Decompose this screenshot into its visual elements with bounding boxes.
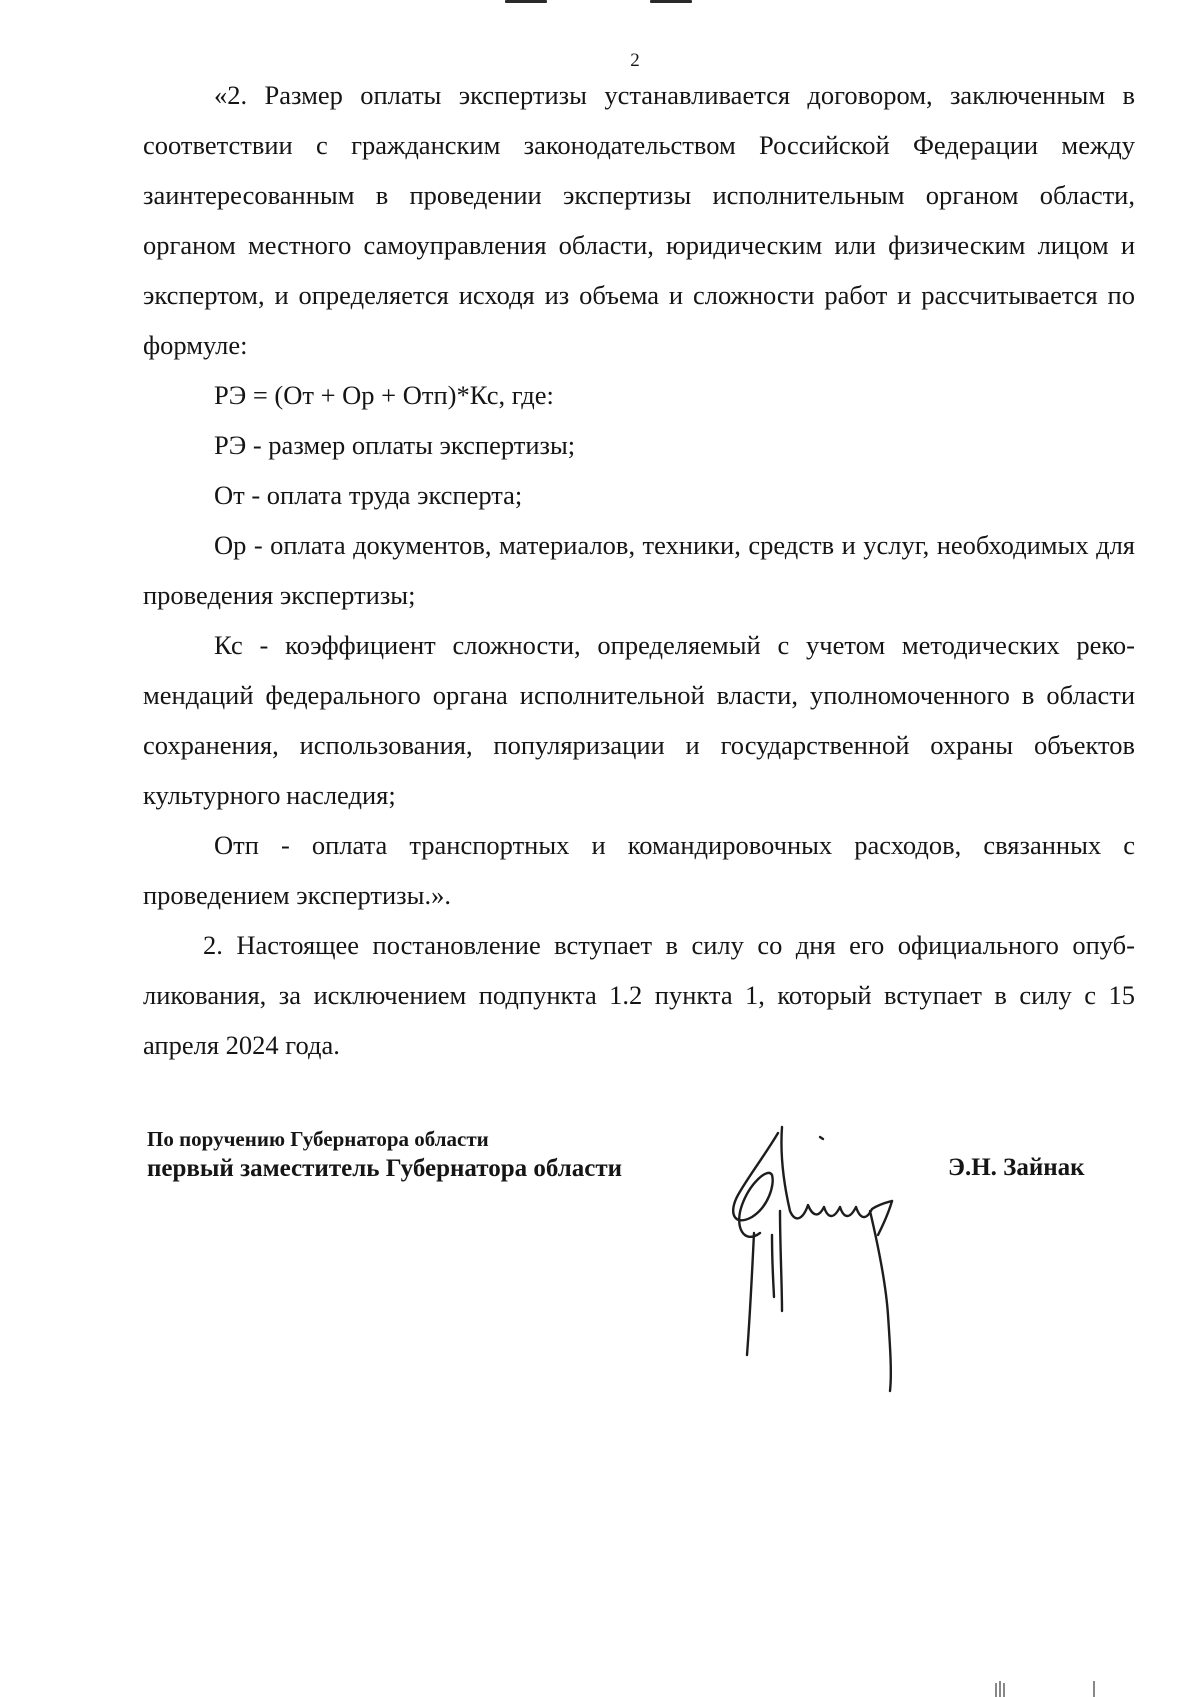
paragraph-definition-re: РЭ - размер оплаты экспертизы; — [214, 430, 576, 460]
paragraph-definition-ot: От - оплата труда эксперта; — [214, 480, 523, 510]
top-scan-artifact — [650, 0, 692, 3]
signer-authority: По поручению Губернатора области — [147, 1127, 489, 1151]
signer-position: первый заместитель Губернатора области — [147, 1155, 623, 1182]
paragraph-definition-otp: Отп - оплата транспортных и командировочных расходов, связанных с проведением экспертизы.». — [143, 830, 1135, 910]
top-scan-artifact — [505, 0, 547, 3]
page-number: 2 — [630, 50, 640, 71]
signer-name: Э.Н. Зайнак — [948, 1154, 1085, 1181]
paragraph-effective-date: 2. Настоящее постановление вступает в силу со дня его официального опубликования, за исключением подпункта 1.2 пункта 1, который вступает в силу с 15 апреля 2024 года. — [143, 930, 1135, 1060]
paragraph-payment-clause: «2. Размер оплаты экспертизы устанавливается договором, заключенным в соответствии с гражданским законодательством Российской Федерации между заинтересованным в проведении экспертизы исполнительным органом области, органом местного самоуправления области, юридическим или физическим лицом и экспертом, и определяется исходя из объема и сложности работ и рассчитывается по формуле: — [143, 80, 1135, 360]
paragraph-formula: РЭ = (От + Ор + Отп)*Кс, где: — [214, 380, 554, 410]
handwritten-signature — [720, 1115, 920, 1405]
document-body — [143, 70, 1135, 1070]
paragraph-definition-or: Ор - оплата документов, материалов, техники, средств и услуг, необходимых для проведения экспертизы; — [143, 530, 1135, 610]
paragraph-definition-kc: Кс - коэффициент сложности, определяемый с учетом методических рекомендаций федерального органа исполнительной власти, уполномоченного в области сохранения, использования, популяризации и государственной охраны объектов культурного наследия; — [143, 630, 1135, 810]
scan-edge-marks — [990, 1677, 1100, 1697]
signature-block — [147, 1126, 622, 1186]
